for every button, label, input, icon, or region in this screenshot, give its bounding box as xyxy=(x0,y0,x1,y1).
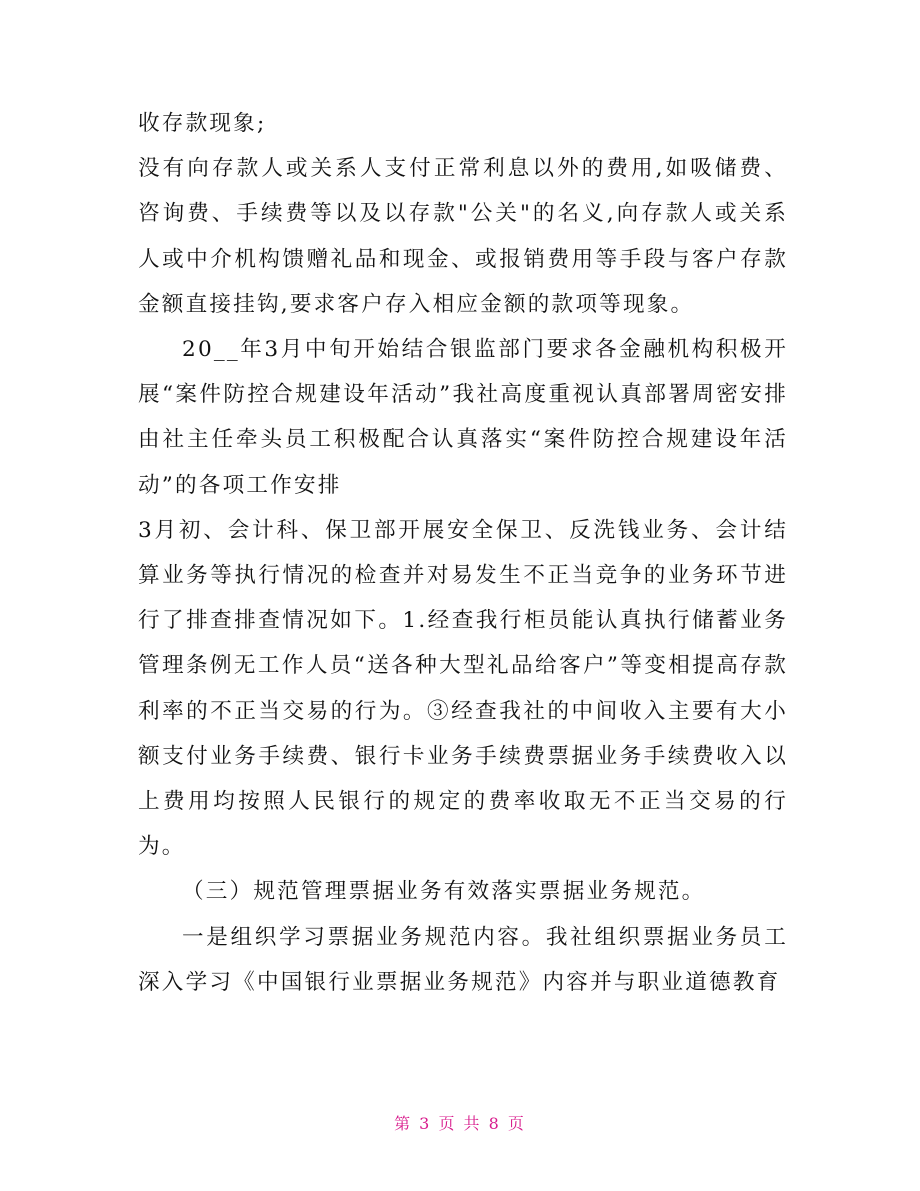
paragraph-6: 一是组织学习票据业务规范内容。我社组织票据业务员工深入学习《中国银行业票据业务规范》内容并与职业道德教育 xyxy=(138,924,788,995)
page-number-footer: 第 3 页 共 8 页 xyxy=(394,1114,526,1133)
paragraph-2: 没有向存款人或关系人支付正常利息以外的费用,如吸储费、咨询费、手续费等以及以存款"公关"的名义,向存款人或关系人或中介机构馈赠礼品和现金、或报销费用等手段与客户存款金额直接挂钩,要求客户存入相应金额的款项等现象。 xyxy=(138,156,788,317)
paragraph-3: 20__年3月中旬开始结合银监部门要求各金融机构积极开展“案件防控合规建设年活动”我社高度重视认真部署周密安排由社主任牵头员工积极配合认真落实“案件防控合规建设年活动”的各项工作安排 xyxy=(138,337,788,498)
paragraph-4: 3月初、会计科、保卫部开展安全保卫、反洗钱业务、会计结算业务等执行情况的检查并对易发生不正当竞争的业务环节进行了排查排查情况如下。1.经查我行柜员能认真执行储蓄业务管理条例无工作人员“送各种大型礼品给客户”等变相提高存款利率的不正当交易的行为。③经查我社的中间收入主要有大小额支付业务手续费、银行卡业务手续费票据业务手续费收入以上费用均按照人民银行的规定的费率收取无不正当交易的行为。 xyxy=(138,517,788,860)
document-body xyxy=(138,101,788,1005)
paragraph-5: （三）规范管理票据业务有效落实票据业务规范。 xyxy=(182,879,706,905)
paragraph-1: 收存款现象; xyxy=(138,111,267,136)
